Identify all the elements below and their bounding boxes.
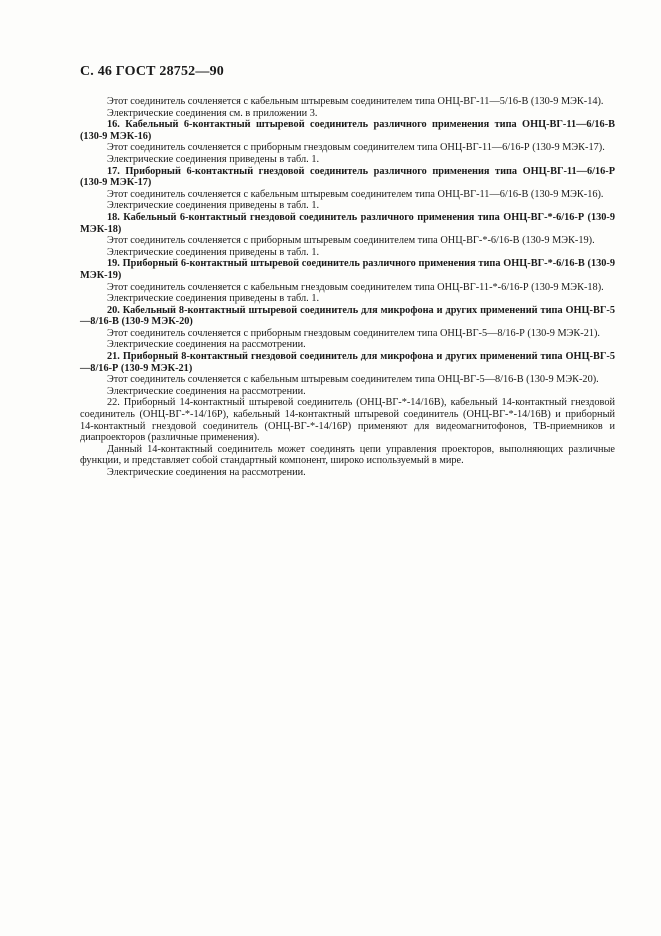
section-heading: 20. Кабельный 8-контактный штыревой соединитель для микрофона и других применений типа ОНЦ-ВГ-5—8/16-В (130-9 МЭК-20) xyxy=(80,304,615,328)
paragraph: Электрические соединения на рассмотрении. xyxy=(107,467,306,478)
paragraph: Этот соединитель сочленяется с приборным гнездовым соединителем типа ОНЦ-ВГ-11—6/16-Р (130-9 МЭК-17). xyxy=(107,142,605,154)
section-heading: 18. Кабельный 6-контактный гнездовой соединитель различного применения типа ОНЦ-ВГ-*-6/16-Р (130-9 МЭК-18) xyxy=(80,211,615,235)
paragraph: Этот соединитель сочленяется с кабельным штыревым соединителем типа ОНЦ-ВГ-11—5/16-В (130-9 МЭК-14). xyxy=(107,96,604,107)
paragraph: Электрические соединения на рассмотрении. xyxy=(107,339,306,351)
paragraph: Этот соединитель сочленяется с кабельным штыревым соединителем типа ОНЦ-ВГ-5—8/16-В (130-9 МЭК-20). xyxy=(107,374,599,386)
paragraph: Этот соединитель сочленяется с приборным гнездовым соединителем типа ОНЦ-ВГ-5—8/16-Р (130-9 МЭК-21). xyxy=(107,327,601,339)
paragraph: Электрические соединения на рассмотрении. xyxy=(107,385,306,397)
paragraph: Электрические соединения приведены в табл. 1. xyxy=(107,200,320,212)
section-heading: 16. Кабельный 6-контактный штыревой соединитель различного применения типа ОНЦ-ВГ-11—6/16-В (130-9 МЭК-16) xyxy=(80,119,615,142)
paragraph: Электрические соединения приведены в табл. 1. xyxy=(107,293,320,305)
section-heading: 21. Приборный 8-контактный гнездовой соединитель для микрофона и других применений типа ОНЦ-ВГ-5—8/16-Р (130-9 МЭК-21) xyxy=(80,351,615,374)
paragraph: Этот соединитель сочленяется с кабельным штыревым соединителем типа ОНЦ-ВГ-11—6/16-В (130-9 МЭК-16). xyxy=(107,188,604,200)
paragraph: Электрические соединения приведены в табл. 1. xyxy=(107,153,320,165)
paragraph: Этот соединитель сочленяется с приборным штыревым соединителем типа ОНЦ-ВГ-*-6/16-В (130-9 МЭК-19). xyxy=(107,235,595,247)
paragraph: Этот соединитель сочленяется с кабельным гнездовым соединителем типа ОНЦ-ВГ-11-*-6/16-Р (130-9 МЭК-18). xyxy=(107,281,604,293)
paragraph: 22. Приборный 14-контактный штыревой соединитель (ОНЦ-ВГ-*-14/16В), кабельный 14-контактный гнездовой соединитель (ОНЦ-ВГ-*-14/16Р), кабельный 14-контактный штыревой соединитель (ОНЦ-ВГ-*-14/16В) и приборный 14-контактный гнездовой соединитель (ОНЦ-ВГ-*-14/16Р) применяют для видеомагнитофонов, ТВ-приемников и диапроекторов (различные применения). xyxy=(80,397,615,444)
page-header: С. 46 ГОСТ 28752—90 xyxy=(80,64,224,79)
paragraph: Электрические соединения см. в приложении 3. xyxy=(107,107,318,119)
section-heading: 19. Приборный 6-контактный штыревой соединитель различного применения типа ОНЦ-ВГ-*-6/16-В (130-9 МЭК-19) xyxy=(80,258,615,281)
paragraph: Электрические соединения приведены в табл. 1. xyxy=(107,246,320,258)
paragraph: Данный 14-контактный соединитель может соединять цепи управления проекторов, выполняющих различные функции, и представляет собой стандартный компонент, широко используемый в мире. xyxy=(80,443,615,467)
document-body xyxy=(80,96,615,479)
section-heading: 17. Приборный 6-контактный гнездовой соединитель различного применения типа ОНЦ-ВГ-11—6/16-Р (130-9 МЭК-17) xyxy=(80,165,615,189)
